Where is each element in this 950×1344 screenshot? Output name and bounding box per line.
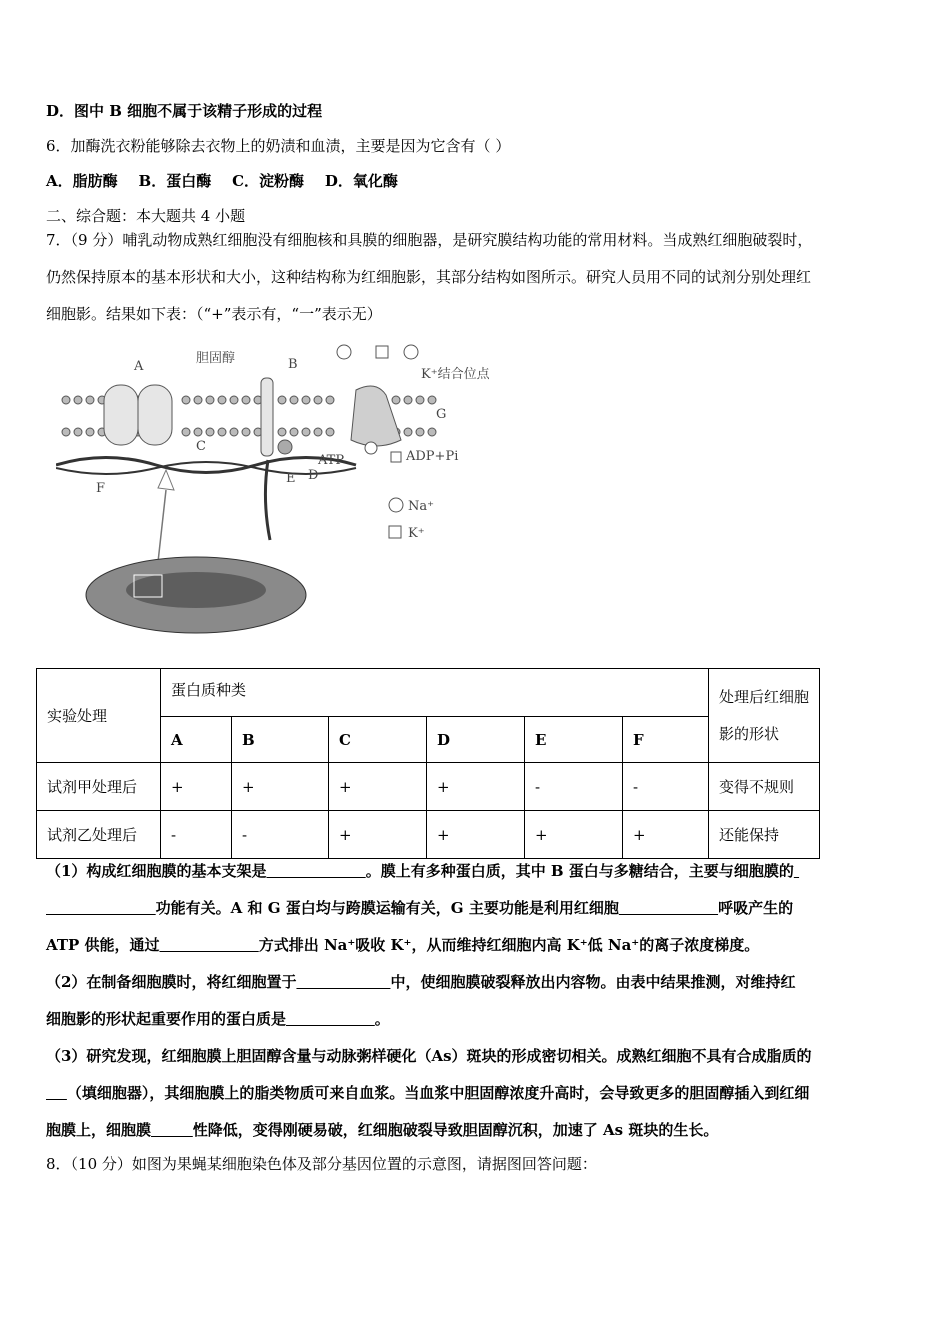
table-cell: +: [161, 763, 232, 811]
label-atp: ATP: [318, 453, 345, 468]
protein-col-c: C: [329, 717, 427, 763]
part1-text-f: 方式排出 Na⁺吸收 K⁺，从而维持红细胞内高 K⁺低 Na⁺的离子浓度梯度。: [258, 936, 760, 954]
protein-d: [278, 440, 292, 454]
q5-option-d: D．图中 B 细胞不属于该精子形成的过程: [46, 102, 323, 120]
protein-col-b: B: [232, 717, 329, 763]
blank[interactable]: [266, 862, 365, 880]
q7-parts: [46, 853, 908, 1149]
label-b: B: [288, 357, 298, 372]
q7-line1: 7．（9 分）哺乳动物成熟红细胞没有细胞核和具膜的细胞器，是研究膜结构功能的常用材料。当成熟红细胞破裂时，: [46, 231, 813, 249]
protein-a: [104, 385, 138, 445]
label-g: G: [436, 407, 447, 422]
label-f: F: [96, 481, 106, 496]
row-shape: 还能保持: [709, 811, 820, 859]
section2-title: 二、综合题：本大题共 4 小题: [46, 207, 246, 225]
part3-text-a: （3）研究发现，红细胞膜上胆固醇含量与动脉粥样硬化（As）斑块的形成密切相关。成熟红细胞不具有合成脂质的: [46, 1047, 812, 1065]
blank[interactable]: [46, 1084, 67, 1102]
table-cell: -: [161, 811, 232, 859]
part1-text-a: （1）构成红细胞膜的基本支架是: [46, 862, 267, 880]
table-cell: +: [232, 763, 329, 811]
table-row: [37, 811, 820, 859]
protein-col-f: F: [623, 717, 709, 763]
q8-stem: 8．（10 分）如图为果蝇某细胞染色体及部分基因位置的示意图，请据图回答问题：: [46, 1155, 597, 1173]
blank[interactable]: [296, 973, 390, 991]
label-d: D: [308, 468, 319, 483]
part3-text-b: （填细胞器），其细胞膜上的脂类物质可来自血浆。当血浆中胆固醇浓度升高时，会导致更多的胆固醇插入到红细: [66, 1084, 810, 1102]
legend-na-symbol: [389, 498, 403, 512]
part3-text-c: 胞膜上，细胞膜: [46, 1121, 152, 1139]
protein-col-d: D: [427, 717, 525, 763]
protein-g: [351, 386, 401, 446]
membrane-figure: [56, 340, 516, 650]
blank[interactable]: [151, 1121, 193, 1139]
protein-col-e: E: [525, 717, 623, 763]
table-cell: +: [329, 811, 427, 859]
legend-k-symbol: [389, 526, 401, 538]
table-cell: -: [525, 763, 623, 811]
experiment-table: [36, 668, 820, 859]
q7-line3: 细胞影。结果如下表：（“+”表示有，“一”表示无）: [46, 305, 382, 323]
part1-text-c: 功能有关。A 和 G 蛋白均与跨膜运输有关，G 主要功能是利用红细胞: [155, 899, 619, 917]
blank[interactable]: [619, 899, 718, 917]
protein-b: [261, 378, 273, 456]
label-cholesterol: 胆固醇: [196, 351, 236, 366]
part1-text-e: ATP 供能，通过: [46, 936, 160, 954]
q7-line2: 仍然保持原本的基本形状和大小，这种结构称为红细胞影，其部分结构如图所示。研究人员用不同的试剂分别处理红: [46, 268, 812, 286]
table-cell: -: [232, 811, 329, 859]
part2-text-b: 中，使细胞膜破裂释放出内容物。由表中结果推测，对维持红: [390, 973, 796, 991]
header-treatment: 实验处理: [37, 669, 161, 763]
q7-stem: [46, 222, 908, 333]
table-cell: +: [525, 811, 623, 859]
row-treatment: 试剂甲处理后: [37, 763, 161, 811]
blank[interactable]: [794, 862, 799, 880]
table-cell: +: [329, 763, 427, 811]
table-cell: +: [427, 763, 525, 811]
protein-col-a: A: [161, 717, 232, 763]
row-treatment: 试剂乙处理后: [37, 811, 161, 859]
part3-text-d: 性降低，变得刚硬易破，红细胞破裂导致胆固醇沉积，加速了 As 斑块的生长。: [192, 1121, 719, 1139]
q6-stem: 6．加酶洗衣粉能够除去衣物上的奶渍和血渍，主要是因为它含有（ ）: [46, 137, 511, 155]
part1-text-d: 呼吸产生的: [718, 899, 794, 917]
part2-text-c: 细胞影的形状起重要作用的蛋白质是: [46, 1010, 287, 1028]
blank[interactable]: [159, 936, 258, 954]
table-cell: -: [623, 763, 709, 811]
header-protein: 蛋白质种类: [161, 669, 709, 717]
table-row: [37, 763, 820, 811]
label-k-site: K⁺结合位点: [421, 367, 490, 382]
label-e: E: [286, 471, 296, 486]
table-cell: +: [623, 811, 709, 859]
legend-na: Na⁺: [408, 499, 434, 514]
part2-text-a: （2）在制备细胞膜时，将红细胞置于: [46, 973, 297, 991]
header-shape: 处理后红细胞影的形状: [709, 669, 820, 763]
q6-options: A．脂肪酶 B．蛋白酶 C．淀粉酶 D．氧化酶: [46, 172, 398, 190]
blank[interactable]: [46, 899, 156, 917]
blank[interactable]: [286, 1010, 375, 1028]
label-c: C: [196, 439, 206, 454]
part2-text-d: 。: [374, 1010, 390, 1028]
label-adp: ADP+Pi: [406, 449, 459, 464]
table-cell: +: [427, 811, 525, 859]
label-a: A: [134, 359, 144, 374]
protein-e: [265, 460, 270, 540]
row-shape: 变得不规则: [709, 763, 820, 811]
part1-text-b: 。膜上有多种蛋白质，其中 B 蛋白与多糖结合，主要与细胞膜的: [365, 862, 794, 880]
legend-k: K⁺: [408, 526, 425, 541]
